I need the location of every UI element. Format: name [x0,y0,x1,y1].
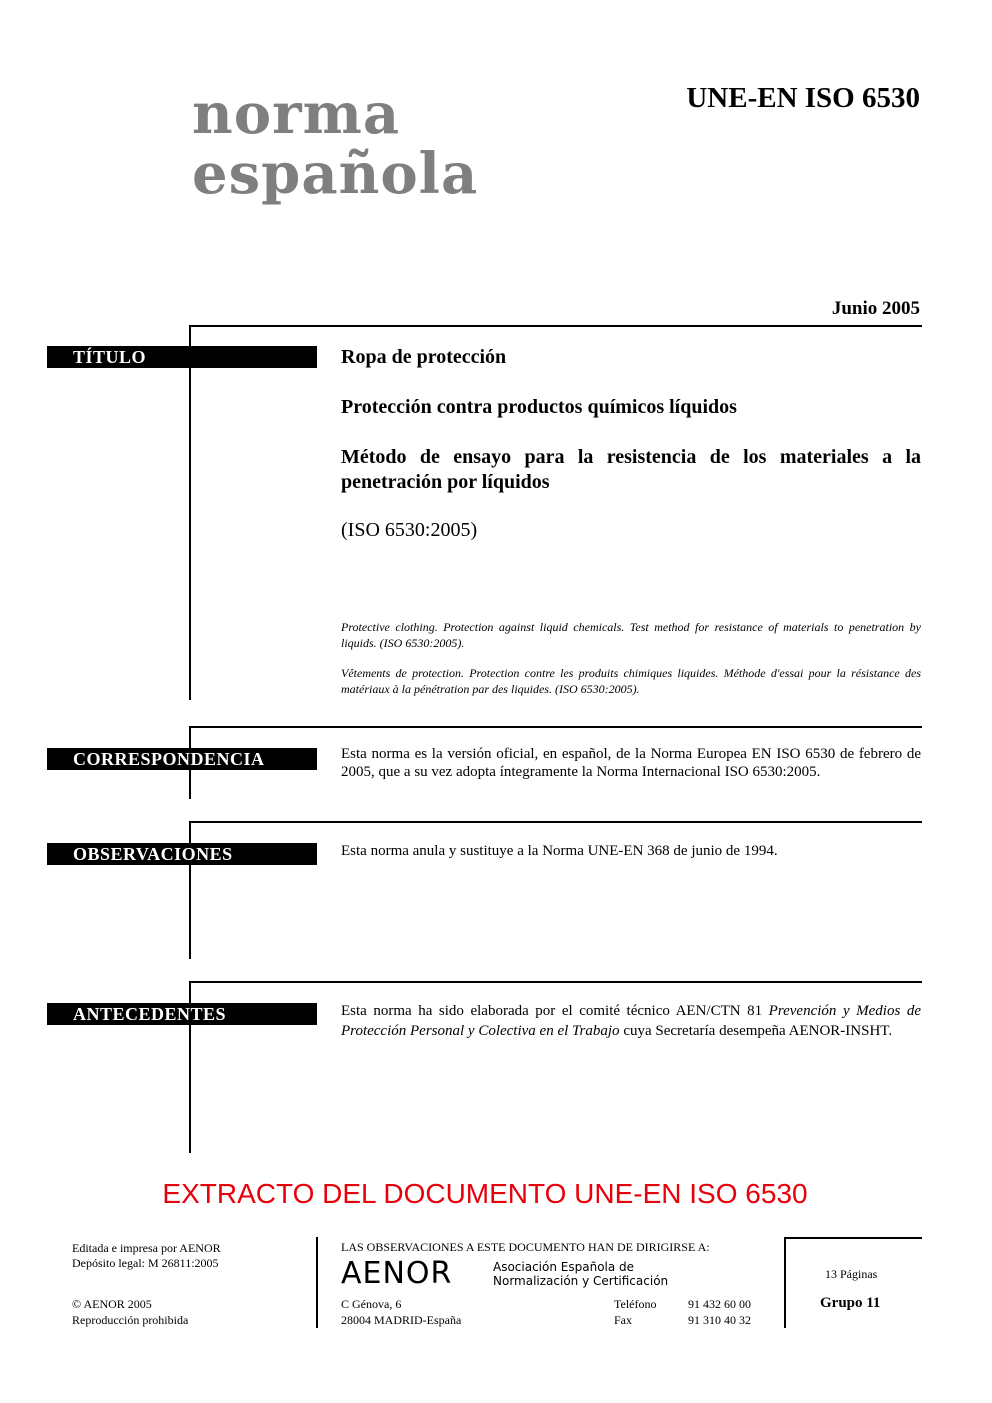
correspondencia-label: CORRESPONDENCIA [47,748,317,770]
footer-tel-label: Teléfono [614,1297,657,1311]
brand-line2: española [192,141,479,207]
titulo-label: TÍTULO [47,346,317,368]
observaciones-text: Esta norma anula y sustituye a la Norma UNE-EN 368 de junio de 1994. [341,843,778,859]
correspondencia-text: Esta norma es la versión oficial, en español, de la Norma Europea EN ISO 6530 de febrero de 2005, que a su vez adopta íntegramente la Norma Internacional ISO 6530:2005. [341,746,921,780]
brand-line1: norma [192,81,401,147]
footer-fax-label: Fax [614,1313,632,1327]
footer-deposito: Depósito legal: M 26811:2005 [72,1256,219,1270]
section-divider [189,981,922,983]
standard-code: UNE-EN ISO 6530 [686,82,920,114]
footer-dirigirse: LAS OBSERVACIONES A ESTE DOCUMENTO HAN DE DIRIGIRSE A: [341,1240,710,1254]
footer-box-top [784,1237,922,1239]
section-divider [189,821,922,823]
footer-address1: C Génova, 6 [341,1297,402,1311]
iso-reference: (ISO 6530:2005) [341,519,478,541]
section-divider [189,726,922,728]
footer-fax: 91 310 40 32 [688,1313,751,1327]
aenor-logo: AENOR [341,1256,453,1291]
section-divider [189,325,922,327]
antecedentes-label: ANTECEDENTES [47,1003,317,1025]
title-line1: Ropa de protección [341,346,507,368]
title-line3: Método de ensayo para la resistencia de los materiales a la penetración por líquidos [341,446,921,493]
title-line2: Protección contra productos químicos líquidos [341,396,737,418]
footer-box-rule [784,1237,786,1328]
section-rule [189,821,191,959]
antecedentes-text: Esta norma ha sido elaborada por el comité técnico AEN/CTN 81 Prevención y Medios de Protección Personal y Colectiva en el Trabajo cuya Secretaría desempeña AENOR-INSHT. [341,1003,922,1039]
section-rule [189,325,191,700]
french-title: Vêtements de protection. Protection contre les produits chimiques liquides. Méthode d'essai pour la résistance des matériaux à la pénétration par des liquides. (ISO 6530:2005). [341,666,921,696]
price-group: Grupo 11 [820,1295,881,1311]
aenor-org-name: Asociación Española de Normalización y Certificación [493,1260,669,1288]
publication-date: Junio 2005 [831,298,920,319]
footer-tel: 91 432 60 00 [688,1297,751,1311]
english-title: Protective clothing. Protection against liquid chemicals. Test method for resistance of materials to penetration by liquids. (ISO 6530:2005). [341,620,921,650]
observaciones-label: OBSERVACIONES [47,843,317,865]
footer-edited: Editada e impresa por AENOR [72,1241,221,1255]
footer-reproduccion: Reproducción prohibida [72,1313,189,1327]
footer-rule [316,1237,318,1328]
page-count: 13 Páginas [825,1267,878,1281]
footer-address2: 28004 MADRID-España [341,1313,462,1327]
extract-notice: EXTRACTO DEL DOCUMENTO UNE-EN ISO 6530 [162,1178,808,1209]
footer-copyright: © AENOR 2005 [72,1297,152,1311]
